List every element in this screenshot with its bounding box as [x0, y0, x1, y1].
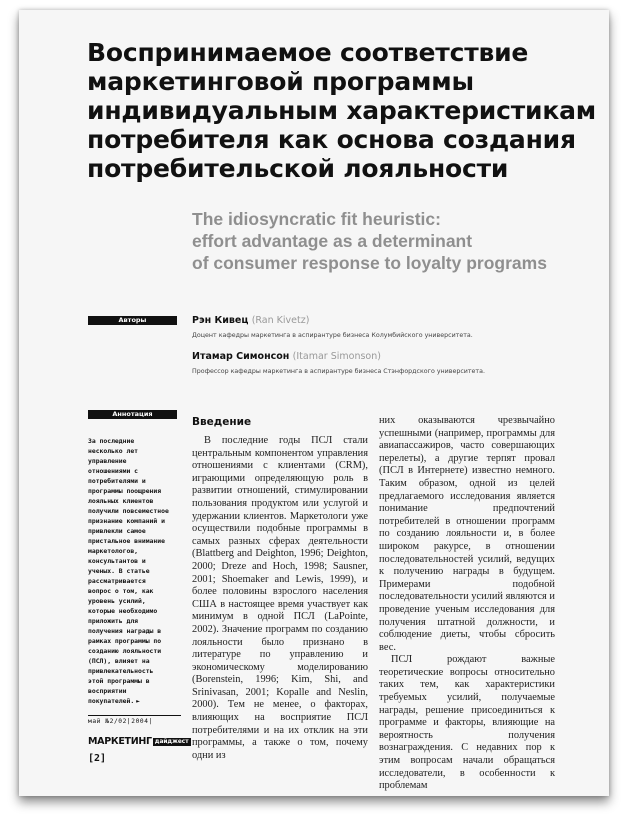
article-title: Воспринимаемое соответствие маркетинговой программы индивидуальным характеристикам потребителя как основа создания потребительской лояльности [87, 38, 597, 183]
annotation-body: За последние несколько лет управление отношениями с потребителями и программы поощрения лояльных клиентов получили повсеместное признание компаний и привлекли самое пристальное внимание маркетологов, консультантов и ученых. В статье рассматривается вопрос о том, как уровень усилий, которые необходимо приложить для получения награды в рамках программы по созданию лояльности (ПСЛ), влияет на привлекательность этой программы в восприятии покупателей. [88, 437, 169, 705]
annotation-label: Аннотация [88, 410, 177, 419]
subtitle-line: of consumer response to loyalty programs [192, 253, 547, 273]
issue-line: май №2/02|2004| [88, 715, 181, 725]
paragraph: них оказываются чрезвычайно успешными (например, программы для авиапассажиров, часто совершающих перелеты), а другие терпят провал (ПСЛ в Интернете) известно немного. Таким образом, одной из целей предлагаемого исследования является понимание предпочтений потребителей в отношении программ по созданию лояльности и, в более широком ракурсе, в отношении последовательностей усилий, ведущих к получению награды в будущем. Примерами подобной последовательности усилий являются и проведение ученым исследования для получения штатной должности, и соблюдение диеты, чтобы сбросить вес. [379, 415, 555, 653]
annotation-text [88, 436, 181, 706]
paragraph: ПСЛ рождают важные теоретические вопросы относительно таких тем, как характеристики требуемых усилий, получаемые награды, решение присоединиться к программе и факторы, влияющие на вероятность получения вознаграждения. С недавних пор к этим вопросам начали обращаться исследователи, в особенности к проблемам [379, 654, 555, 792]
author-2 [192, 351, 592, 375]
author-name-en: (Ran Kivetz) [251, 315, 310, 326]
magazine-page [19, 10, 609, 796]
arrow-right-icon: ► [136, 697, 141, 705]
english-subtitle [192, 208, 592, 274]
author-affiliation: Профессор кафедры маркетинга в аспирантуре бизнеса Стэнфордского университета. [192, 368, 485, 375]
paragraph: В последние годы ПСЛ стали центральным компонентом управления отношениями с клиентами (CRM), играющими определяющую роль в развитии отношений, стимулировании пользования продуктом или услугой и удержании клиентов. Маркетологи уже осуществили подобные программы в самых разных сферах деятельности (Blattberg and Deighton, 1996; Deighton, 2000; Dreze and Hoch, 1998; Sausner, 2001; Shoemaker and Lewis, 1999), и более половины взрослого населения США в настоящее время участвует как минимум в одной ПСЛ (LaPointe, 2002). Значение программ по созданию лояльности было признано в литературе по управлению и экономическому моделированию (Borenstein, 1996; Kim, Shi, and Srinivasan, 2001; Kopalle and Neslin, 2000). Тем не менее, о факторах, влияющих на восприятие ПСЛ потребителями и на их отклик на эти программы, а также о том, почему одни из [192, 435, 368, 761]
section-heading: Введение [192, 416, 252, 428]
text-column-2 [379, 415, 555, 793]
brand-tag: дайджест [154, 739, 189, 745]
author-affiliation: Доцент кафедры маркетинга в аспирантуре бизнеса Колумбийского университета. [192, 332, 473, 339]
text-column-1 [192, 435, 368, 762]
subtitle-line: effort advantage as a determinant [192, 231, 473, 251]
authors-label: Авторы [88, 316, 177, 325]
brand-name: МАРКЕТИНГ [88, 736, 152, 747]
author-1 [192, 315, 592, 339]
magazine-brand [88, 729, 191, 748]
subtitle-line: The idiosyncratic fit heuristic: [192, 209, 441, 229]
author-name: Итамар Симонсон [192, 351, 290, 362]
author-name: Рэн Кивец [192, 315, 249, 326]
page-number: [2] [88, 753, 107, 764]
author-name-en: (Itamar Simonson) [292, 351, 381, 362]
